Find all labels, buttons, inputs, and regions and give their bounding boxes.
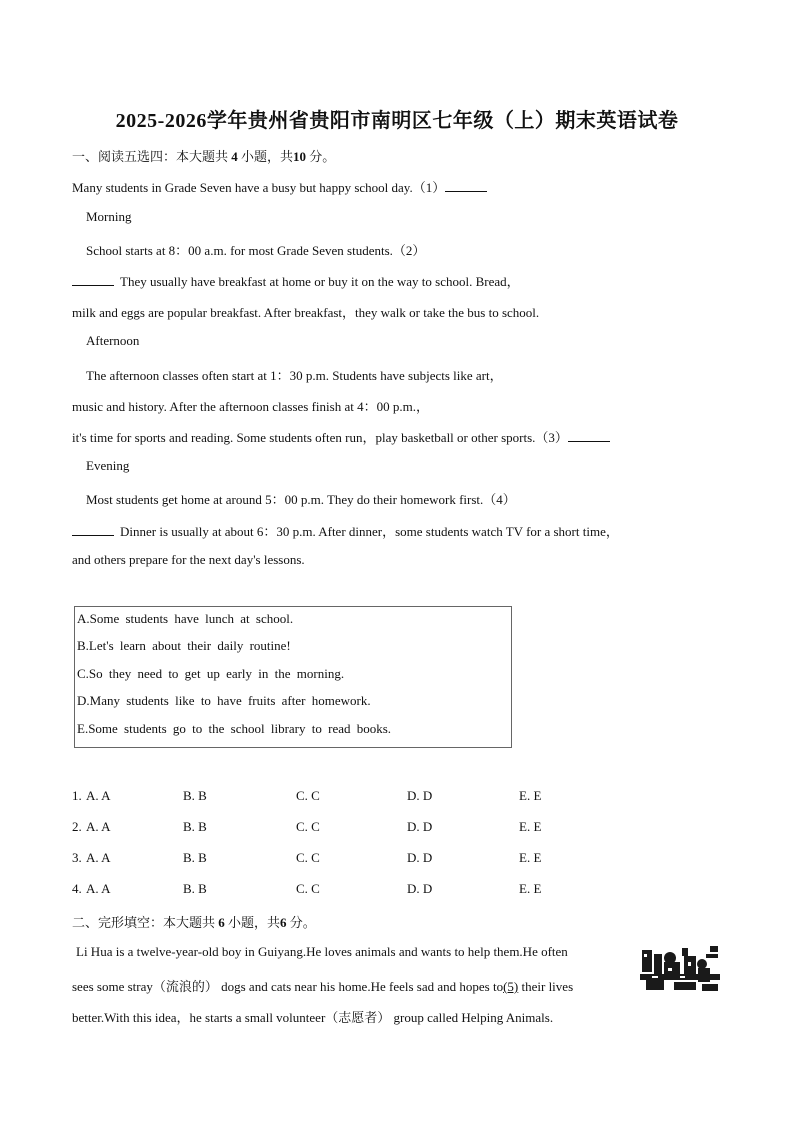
subheading-afternoon: Afternoon — [86, 333, 140, 348]
passage-line-7: The afternoon classes often start at 1：30 p.m. Students have subjects like art， — [86, 368, 503, 383]
section2-heading: 二、完形填空：本大题共 6 小题，共6 分。 — [72, 915, 316, 930]
option-e: E.Some students go to the school library to read books. — [77, 721, 392, 736]
passage-line-11: Most students get home at around 5：00 p.m. They do their homework first.（4） — [86, 492, 516, 507]
passage-line-12: Dinner is usually at about 6：30 p.m. After dinner，some students watch TV for a short time， — [72, 521, 619, 540]
choice-a[interactable]: A. A — [86, 850, 111, 865]
passage-line-9: it's time for sports and reading. Some students often run，play basketball or other sports.（3） — [72, 427, 610, 446]
exam-title: 2025-2026学年贵州省贵阳市南明区七年级（上）期末英语试卷 — [115, 110, 679, 132]
choice-b[interactable]: B. B — [183, 881, 207, 896]
option-b: B.Let's learn about their daily routine! — [77, 638, 291, 653]
illustration-image — [640, 944, 720, 992]
option-d: D.Many students like to have fruits after homework. — [77, 693, 371, 708]
answer-blank-4[interactable] — [72, 524, 114, 536]
answer-row-3: 3. A. A B. B C. C D. D E. E — [72, 850, 542, 865]
answer-blank-2[interactable] — [72, 274, 114, 286]
choice-e[interactable]: E. E — [519, 819, 542, 834]
cloze-line-2: sees some stray（流浪的） dogs and cats near his home.He feels sad and hopes to(5) their lives — [72, 979, 574, 994]
choice-c[interactable]: C. C — [296, 788, 320, 803]
choice-d[interactable]: D. D — [407, 788, 433, 803]
choice-d[interactable]: D. D — [407, 881, 433, 896]
answer-row-1: 1. A. A B. B C. C D. D E. E — [72, 788, 542, 803]
answer-blank-3[interactable] — [568, 430, 610, 442]
choice-c[interactable]: C. C — [296, 881, 320, 896]
passage-line-8: music and history. After the afternoon classes finish at 4：00 p.m.， — [72, 399, 429, 414]
passage-line-3: School starts at 8：00 a.m. for most Grade Seven students.（2） — [86, 243, 426, 258]
options-box — [74, 606, 512, 748]
option-a: A.Some students have lunch at school. — [77, 611, 294, 626]
choice-a[interactable]: A. A — [86, 881, 111, 896]
choice-e[interactable]: E. E — [519, 881, 542, 896]
cloze-line-1: Li Hua is a twelve-year-old boy in Guiyang.He loves animals and wants to help them.He often — [76, 944, 568, 959]
passage-line-5: milk and eggs are popular breakfast. After breakfast，they walk or take the bus to school. — [72, 305, 540, 320]
choice-c[interactable]: C. C — [296, 850, 320, 865]
subheading-evening: Evening — [86, 458, 130, 473]
choice-d[interactable]: D. D — [407, 819, 433, 834]
choice-e[interactable]: E. E — [519, 850, 542, 865]
choice-b[interactable]: B. B — [183, 850, 207, 865]
choice-c[interactable]: C. C — [296, 819, 320, 834]
choice-a[interactable]: A. A — [86, 788, 111, 803]
passage-line-13: and others prepare for the next day's lessons. — [72, 552, 305, 567]
subheading-morning: Morning — [86, 209, 132, 224]
choice-b[interactable]: B. B — [183, 788, 207, 803]
choice-e[interactable]: E. E — [519, 788, 542, 803]
passage-line-4: They usually have breakfast at home or buy it on the way to school. Bread， — [72, 271, 520, 290]
choice-a[interactable]: A. A — [86, 819, 111, 834]
section1-heading: 一、阅读五选四：本大题共 4 小题，共10 分。 — [72, 149, 336, 164]
blank-5-marker[interactable]: (5) — [503, 979, 519, 994]
answer-row-2: 2. A. A B. B C. C D. D E. E — [72, 819, 542, 834]
cloze-line-3: better.With this idea，he starts a small volunteer（志愿者） group called Helping Animals. — [72, 1010, 554, 1025]
answer-row-4: 4. A. A B. B C. C D. D E. E — [72, 881, 542, 896]
option-c: C.So they need to get up early in the morning. — [77, 666, 345, 681]
choice-d[interactable]: D. D — [407, 850, 433, 865]
choice-b[interactable]: B. B — [183, 819, 207, 834]
answer-blank-1[interactable] — [445, 180, 487, 192]
passage-line-1: Many students in Grade Seven have a busy but happy school day.（1） — [72, 177, 487, 196]
